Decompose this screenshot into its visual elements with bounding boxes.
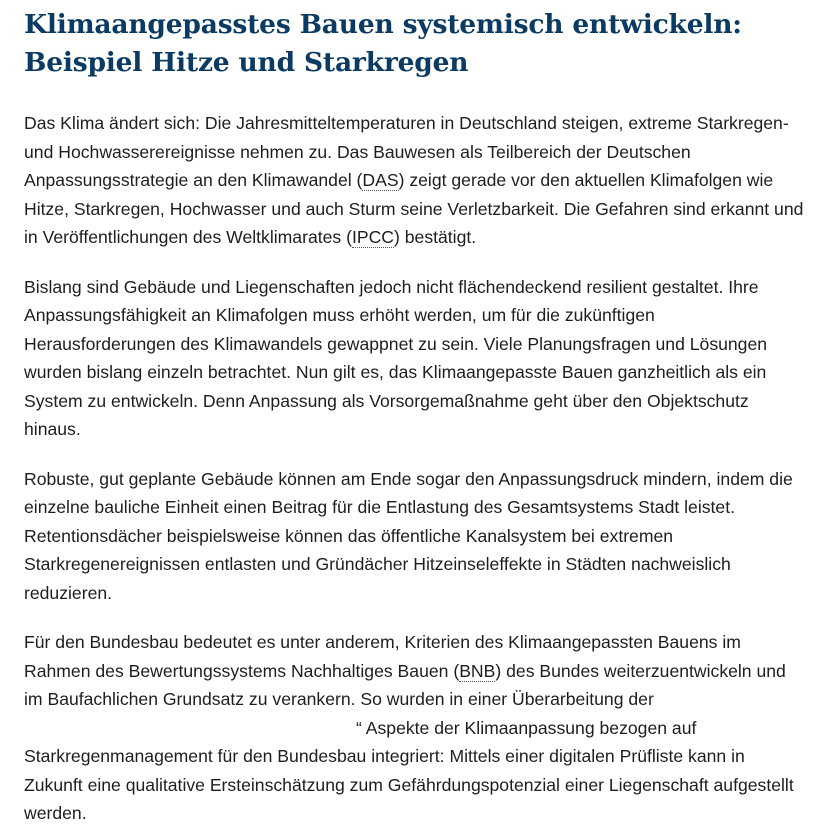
page-title-line-1: Klimaangepasstes Bauen systemisch entwickeln: (24, 9, 742, 40)
paragraph-intro (24, 109, 804, 252)
page-title-line-2: Beispiel Hitze und Starkregen (24, 47, 469, 78)
page-title (24, 6, 804, 82)
paragraph-resilience: Bislang sind Gebäude und Liegenschaften jedoch nicht flächendeckend resilient gestaltet. Ihre Anpassungsfähigkeit an Klimafolgen muss erhöht werden, um für die zukünftigen Herausforderungen des Klimawandels gewappnet zu sein. Viele Planungsfragen und Lösungen wurden bislang einzeln betrachtet. Nun gilt es, das Klimaangepasste Bauen ganzheitlich als ein System zu entwickeln. Denn Anpassung als Vorsorgemaßnahme geht über den Objektschutz hinaus. (24, 276, 768, 439)
paragraph-bundesbau-text-1: Für den Bundesbau bedeutet es unter anderem, Kriterien des Klimaangepassten Bauens im Rahmen des Bewertungssystems Nachhaltiges Bauen ( (24, 632, 741, 681)
paragraph-robust-buildings: Robuste, gut geplante Gebäude können am Ende sogar den Anpassungsdruck mindern, indem die einzelne bauliche Einheit einen Beitrag für die Entlastung des Gesamtsystems Stadt leistet. Retentionsdächer beispielsweise können das öffentliche Kanalsystem bei extremen Starkregenereignissen entlasten und Gründächer Hitzeinseleffekte in Städten nachweislich reduzieren. (24, 468, 793, 603)
paragraph-bundesbau-text-2: ) des Bundes weiterzuentwickeln und im Baufachlichen Grundsatz zu verankern. So wurden in einer Überarbeitung der (24, 660, 786, 709)
paragraph-intro-text-2: ) zeigt gerade vor den aktuellen Klimafolgen wie Hitze, Starkregen, Hochwasser und auch Sturm seine Verletzbarkeit. Die Gefahren sind erkannt und in Veröffentlichungen des Weltklimarates ( (24, 170, 804, 247)
paragraph-bundesbau-text-3: “ Aspekte der Klimaanpassung bezogen auf Starkregenmanagement für den Bundesbau integriert: Mittels einer digitalen Prüfliste kann in Zukunft eine qualitative Ersteinschätzung zum Gefährdungspotenzial einer Liegenschaft aufgestellt werden. (24, 717, 794, 823)
paragraph-intro-text-1: Das Klima ändert sich: Die Jahresmitteltemperaturen in Deutschland steigen, extreme Starkregen- und Hochwasserereignisse nehmen zu. Das Bauwesen als Teilbereich der Deutschen Anpassungsstrategie an den Klimawandel ( (24, 113, 789, 190)
abbr-das[interactable]: DAS (362, 170, 399, 190)
abbr-ipcc[interactable]: IPCC (351, 227, 394, 247)
paragraph-bundesbau (24, 628, 804, 828)
article (24, 0, 804, 828)
abbr-bnb[interactable]: BNB (459, 660, 496, 681)
paragraph-intro-text-3: ) bestätigt. (394, 227, 477, 247)
